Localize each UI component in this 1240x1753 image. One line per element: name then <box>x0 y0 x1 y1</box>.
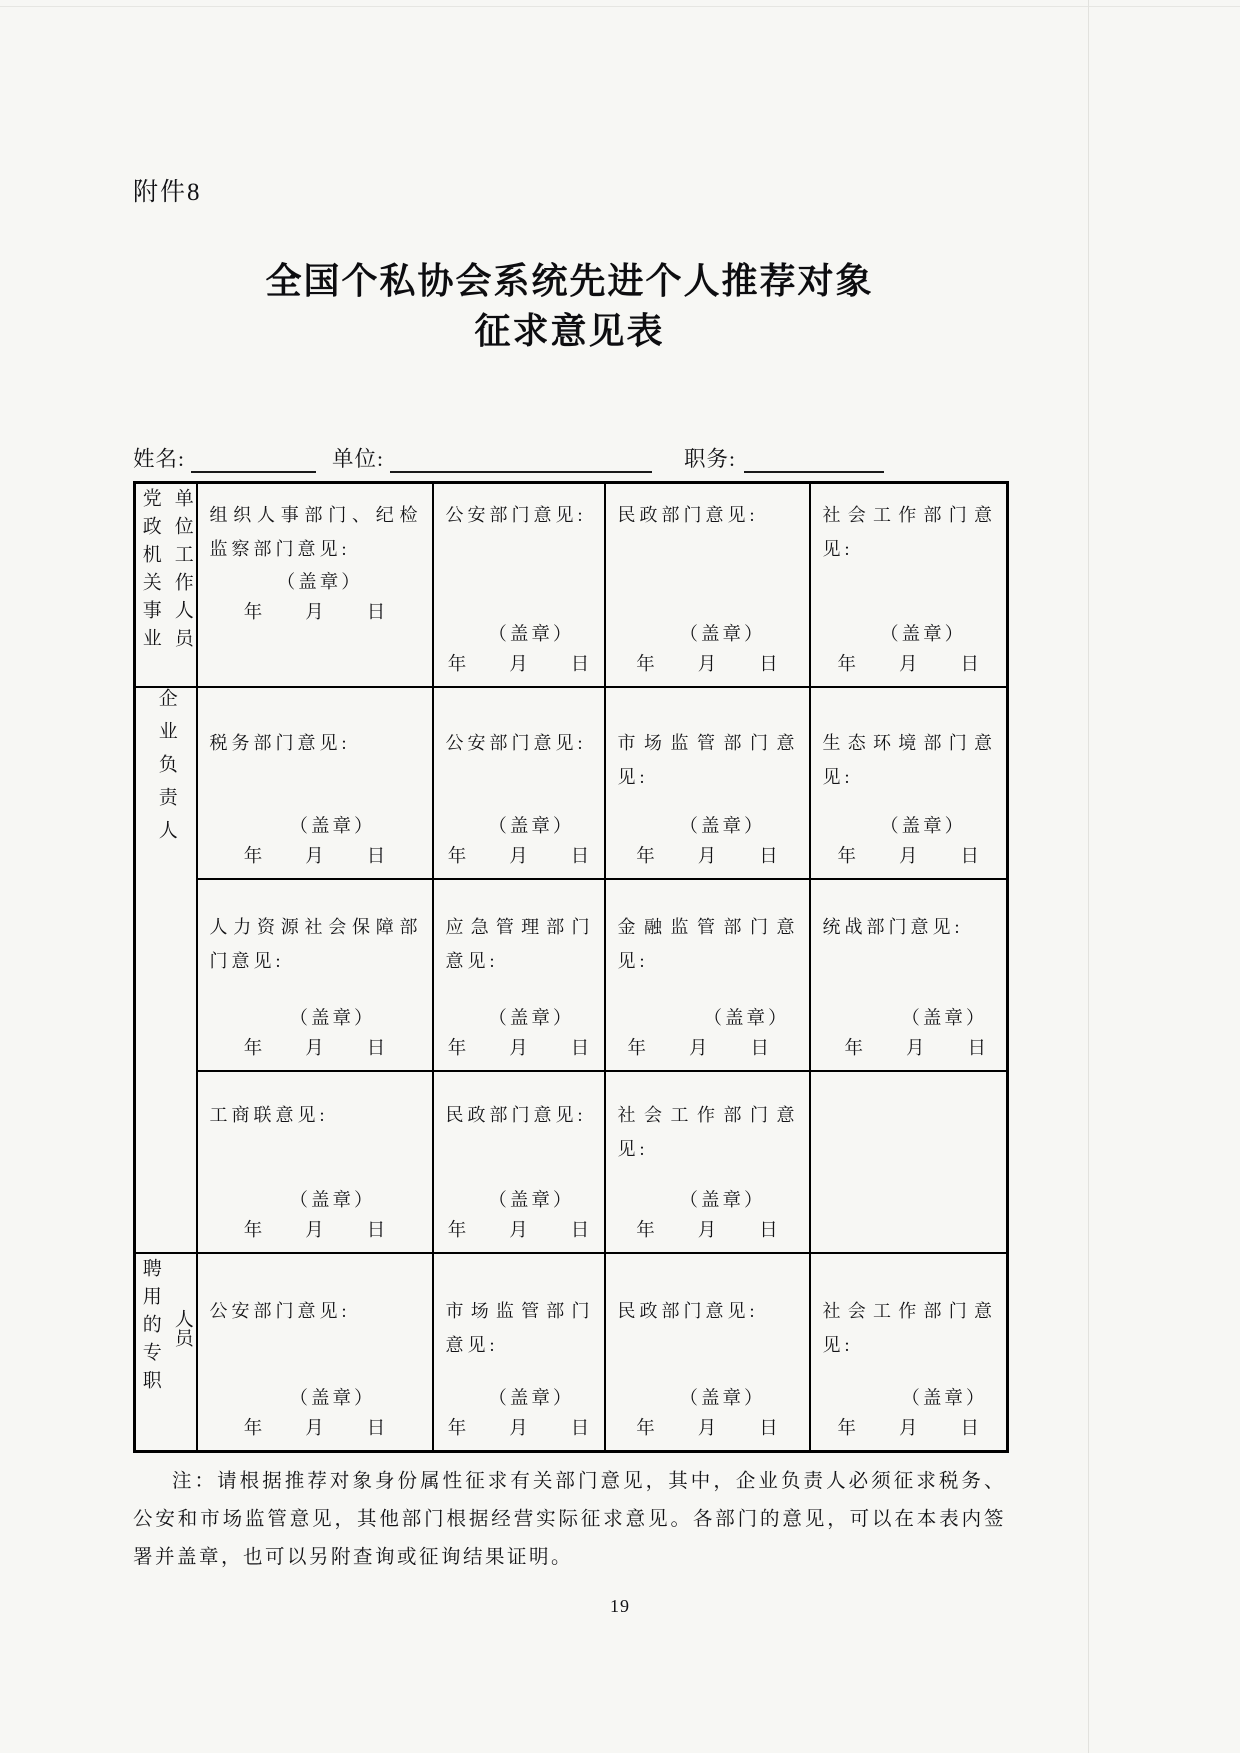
date-placeholder: 年 月 日 <box>636 1419 780 1439</box>
stamp-placeholder: （盖章） <box>488 1009 575 1029</box>
date-placeholder: 年 月 日 <box>837 655 981 675</box>
opinion-cell <box>433 879 605 1071</box>
form-title <box>133 256 1006 356</box>
opinion-label: 公安部门意见: <box>445 505 587 525</box>
stamp-placeholder: （盖章） <box>488 625 575 645</box>
stamp-placeholder: （盖章） <box>289 1389 376 1409</box>
opinion-label: 民政部门意见: <box>617 1301 759 1321</box>
stamp-placeholder: （盖章） <box>901 1009 988 1029</box>
date-placeholder: 年 月 日 <box>243 603 388 623</box>
opinion-label: 组织人事部门、纪检监察部门意见: <box>209 505 422 559</box>
opinion-cell <box>605 1071 810 1253</box>
band-business-owner-row3 <box>135 1071 1008 1253</box>
band-gov-staff-row <box>135 483 1008 688</box>
opinion-label: 公安部门意见: <box>209 1301 351 1321</box>
date-placeholder: 年 月 日 <box>447 1419 592 1439</box>
opinion-cell <box>605 1253 810 1452</box>
opinion-label: 市场监管部门意见: <box>617 733 799 787</box>
date-placeholder: 年 月 日 <box>243 1221 388 1241</box>
opinion-label: 税务部门意见: <box>209 733 351 753</box>
stamp-placeholder: （盖章） <box>289 1009 376 1029</box>
scan-artifact-left-edge <box>7 0 8 1753</box>
form-title-line1: 全国个私协会系统先进个人推荐对象 <box>265 261 874 301</box>
opinion-cell <box>810 483 1008 688</box>
date-placeholder: 年 月 日 <box>636 655 780 675</box>
opinion-label: 民政部门意见: <box>617 505 759 525</box>
opinion-label: 应急管理部门意见: <box>445 917 594 971</box>
category-header-gov-staff <box>135 483 197 688</box>
name-blank <box>191 445 316 473</box>
date-placeholder: 年 月 日 <box>636 847 780 867</box>
category-business-owner: 企业负责人 <box>155 688 177 853</box>
category-hired-staff-col2: 人员 <box>171 1309 193 1347</box>
opinion-cell-empty <box>810 1071 1008 1253</box>
opinion-label: 社会工作部门意见: <box>617 1105 799 1159</box>
band-business-owner-row2 <box>135 879 1008 1071</box>
date-placeholder: 年 月 日 <box>837 847 981 867</box>
header-fields-row <box>133 442 1006 473</box>
note-text: 注：请根据推荐对象身份属性征求有关部门意见，其中，企业负责人必须征求税务、公安和市场监管意见，其他部门根据经营实际征求意见。各部门的意见，可以在本表内签署并盖章，也可以另附查询或征询结果证明。 <box>133 1471 1006 1568</box>
position-blank <box>744 445 884 473</box>
stamp-placeholder: （盖章） <box>289 1191 376 1211</box>
date-placeholder: 年 月 日 <box>447 1221 592 1241</box>
opinion-cell <box>433 1071 605 1253</box>
date-placeholder: 年 月 日 <box>837 1419 981 1439</box>
date-placeholder: 年 月 日 <box>243 1039 388 1059</box>
opinion-label: 统战部门意见: <box>822 917 964 937</box>
opinion-label: 社会工作部门意见: <box>822 1301 996 1355</box>
unit-label: 单位: <box>331 447 384 471</box>
unit-blank <box>390 445 652 473</box>
opinion-cell <box>197 687 433 879</box>
date-placeholder: 年 月 日 <box>243 847 388 867</box>
stamp-placeholder: （盖章） <box>488 1389 575 1409</box>
opinion-label: 市场监管部门意见: <box>445 1301 594 1355</box>
stamp-placeholder: （盖章） <box>679 625 766 645</box>
category-hired-staff-col1: 聘用的专职 <box>139 1258 161 1398</box>
scan-artifact-right-edge <box>1088 0 1089 1753</box>
stamp-placeholder: （盖章） <box>901 1389 988 1409</box>
opinion-cell <box>197 1071 433 1253</box>
opinion-label: 公安部门意见: <box>445 733 587 753</box>
stamp-placeholder: （盖章） <box>289 817 376 837</box>
opinion-cell <box>197 483 433 688</box>
form-title-line2: 征求意见表 <box>474 311 665 351</box>
date-placeholder: 年 月 日 <box>636 1221 780 1241</box>
opinion-cell <box>433 687 605 879</box>
date-placeholder: 年 月 日 <box>447 1039 592 1059</box>
stamp-placeholder: （盖章） <box>703 1009 790 1029</box>
opinion-label: 生态环境部门意见: <box>822 733 996 787</box>
opinion-cell <box>197 879 433 1071</box>
date-placeholder: 年 月 日 <box>243 1419 388 1439</box>
opinion-cell <box>810 1253 1008 1452</box>
stamp-placeholder: （盖章） <box>679 817 766 837</box>
stamp-placeholder: （盖章） <box>488 1191 575 1211</box>
opinion-cell <box>605 483 810 688</box>
opinion-label: 民政部门意见: <box>445 1105 587 1125</box>
date-placeholder: 年 月 日 <box>447 655 592 675</box>
opinion-cell <box>433 483 605 688</box>
stamp-placeholder: （盖章） <box>679 1191 766 1211</box>
opinion-table <box>133 481 1009 1453</box>
category-gov-staff-col1: 党政机关事业 <box>139 488 161 656</box>
position-label: 职务: <box>683 447 736 471</box>
opinion-cell <box>197 1253 433 1452</box>
band-business-owner-row1 <box>135 687 1008 879</box>
stamp-placeholder: （盖章） <box>880 625 967 645</box>
category-header-hired-staff <box>135 1253 197 1452</box>
date-placeholder: 年 月 日 <box>447 847 592 867</box>
stamp-placeholder: （盖章） <box>880 817 967 837</box>
opinion-cell <box>605 687 810 879</box>
attachment-label: 附件8 <box>133 179 202 206</box>
stamp-placeholder: （盖章） <box>679 1389 766 1409</box>
opinion-cell <box>605 879 810 1071</box>
date-placeholder: 年 月 日 <box>627 1039 772 1059</box>
stamp-placeholder: （盖章） <box>276 573 363 593</box>
page-number: 19 <box>610 1596 630 1616</box>
opinion-label: 工商联意见: <box>209 1105 329 1125</box>
document-page <box>133 0 1006 1577</box>
band-hired-staff-row <box>135 1253 1008 1452</box>
date-placeholder: 年 月 日 <box>844 1039 988 1059</box>
opinion-cell <box>810 687 1008 879</box>
opinion-label: 人力资源社会保障部门意见: <box>209 917 422 971</box>
name-label: 姓名: <box>133 447 185 471</box>
opinion-cell <box>810 879 1008 1071</box>
stamp-placeholder: （盖章） <box>488 817 575 837</box>
opinion-label: 金融监管部门意见: <box>617 917 799 971</box>
category-gov-staff-col2: 单位工作人员 <box>171 488 193 656</box>
opinion-label: 社会工作部门意见: <box>822 505 996 559</box>
opinion-cell <box>433 1253 605 1452</box>
category-header-business-owner <box>135 687 197 1253</box>
